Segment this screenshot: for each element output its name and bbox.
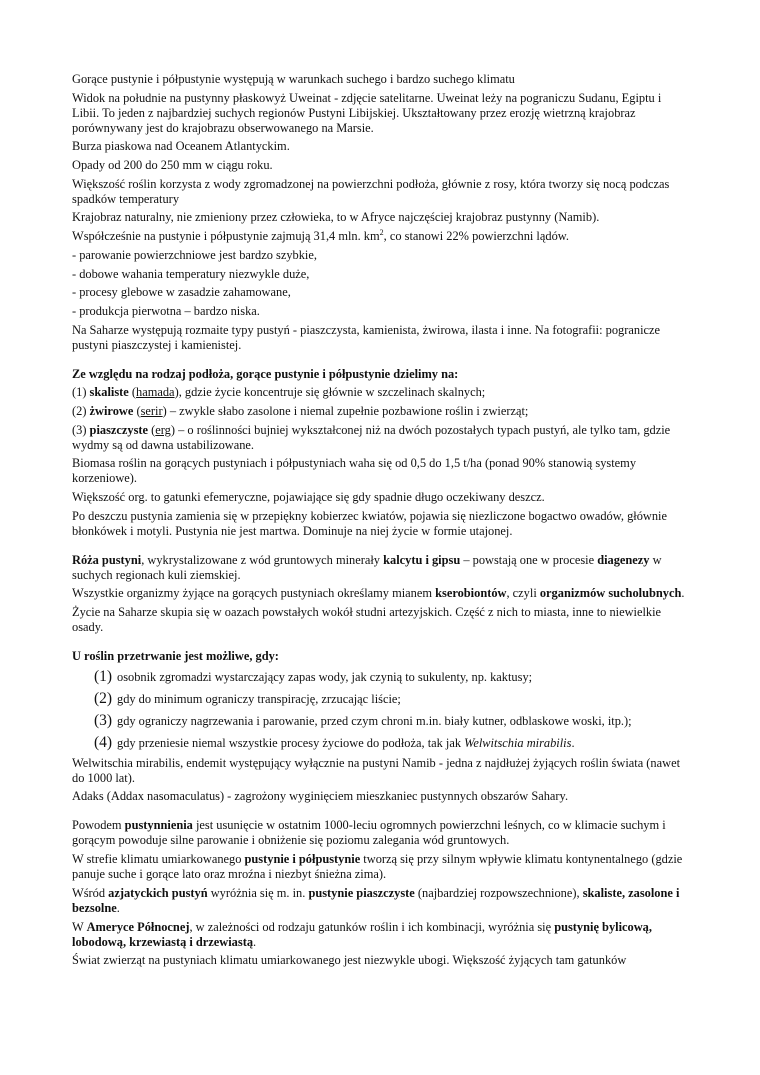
paragraph: Współcześnie na pustynie i półpustynie zajmują 31,4 mln. $km^2$, co stanowi 22% powierzchni lądów. — [72, 228, 570, 244]
list-item: (2) żwirowe (serir) – zwykle słabo zasolone i niemal zupełnie pozbawione roślin i zwierząt; — [72, 403, 529, 418]
paragraph: Większość org. to gatunki efemeryczne, pojawiające się gdy spadnie długo oczekiwany deszcz. — [72, 490, 545, 504]
bullet-item: - dobowe wahania temperatury niezwykle duże, — [72, 266, 310, 281]
paragraph: Wśród azjatyckich pustyń wyróżnia się m. in. pustynie piaszczyste (najbardziej rozpowszechnione), skaliste, zasolone i bezsolne. — [72, 885, 680, 915]
bullet-item: - parowanie powierzchniowe jest bardzo szybkie, — [72, 247, 317, 262]
paragraph: Na Saharze występują rozmaite typy pustyń - piaszczysta, kamienista, żwirowa, ilasta i inne. Na fotografii: pogranicze pustyni piaszczystej i kamienistej. — [72, 322, 661, 352]
paragraph: Welwitschia mirabilis, endemit występujący wyłącznie na pustyni Namib - jedna z najdłużej żyjących roślin świata (nawet do 1000 lat). — [72, 755, 681, 785]
paragraph: Róża pustyni, wykrystalizowane z wód gruntowych minerały kalcytu i gipsu – powstają one w procesie diagenezy w suchych regionach kuli ziemskiej. — [72, 552, 662, 582]
paragraph: W strefie klimatu umiarkowanego pustynie i półpustynie tworzą się przy silnym wpływie klimatu kontynentalnego (gdzie panuje suche i gorące lato oraz mroźna i niezbyt śnieżna zima). — [72, 852, 683, 882]
list-item: (1) skaliste (hamada), gdzie życie koncentruje się głównie w szczelinach skalnych; — [72, 385, 486, 400]
paragraph: Wszystkie organizmy żyjące na gorących pustyniach określamy mianem kserobiontów, czyli organizmów sucholubnych. — [72, 586, 685, 601]
numbered-list — [72, 668, 688, 752]
list-item: (3) gdy ograniczy nagrzewania i parowanie, przed czym chroni m.in. biały kutner, odblaskowe woski, itp.); — [94, 711, 632, 729]
bullet-item: - produkcja pierwotna – bardzo niska. — [72, 303, 260, 318]
paragraph: Większość roślin korzysta z wody zgromadzonej na powierzchni podłoża, głównie z rosy, która tworzy się nocą podczas spadków temperatury — [72, 176, 670, 206]
paragraph: Opady od 200 do 250 mm w ciągu roku. — [72, 158, 273, 173]
paragraph: Biomasa roślin na gorących pustyniach i półpustyniach waha się od 0,5 do 1,5 t/ha (ponad 90% stanowią systemy korzeniowe). — [72, 456, 637, 486]
paragraph: Po deszczu pustynia zamienia się w przepiękny kobierzec kwiatów, pojawia się niezliczone bogactwo owadów, głównie błonkówek i motyli. Pustynia nie jest martwa. Dominuje na niej życie w formie utajonej. — [72, 508, 668, 538]
list-item: (3) piaszczyste (erg) – o roślinności bujniej wykształconej niż na dwóch pozostałych typach pustyń, ale tylko tam, gdzie wydmy są od dawna ustabilizowane. — [72, 422, 671, 452]
list-item: (1) osobnik zgromadzi wystarczający zapas wody, jak czynią to sukulenty, np. kaktusy; — [94, 667, 533, 685]
paragraph: Widok na południe na pustynny płaskowyż Uweinat - zdjęcie satelitarne. Uweinat leży na pograniczu Sudanu, Egiptu i Libii. To jeden z najbardziej suchych regionów Pustyni Libijskiej. Ukształtowany przez erozję wietrzną krajobraz porównywany jest do krajobrazu obserwowanego na Marsie. — [72, 90, 662, 135]
paragraph: Gorące pustynie i półpustynie występują w warunkach suchego i bardzo suchego klimatu — [72, 72, 515, 86]
section-heading: Ze względu na rodzaj podłoża, gorące pustynie i półpustynie dzielimy na: — [72, 366, 459, 381]
section-heading: U roślin przetrwanie jest możliwe, gdy: — [72, 649, 279, 664]
paragraph: Adaks (Addax nasomaculatus) - zagrożony wyginięciem mieszkaniec pustynnych obszarów Sahary. — [72, 789, 569, 804]
list-item: (4) gdy przeniesie niemal wszystkie procesy życiowe do podłoża, tak jak Welwitschia mirabilis. — [94, 733, 575, 751]
paragraph: Burza piaskowa nad Oceanem Atlantyckim. — [72, 139, 290, 154]
paragraph: Powodem pustynnienia jest usunięcie w ostatnim 1000-leciu ogromnych powierzchni leśnych, co w klimacie suchym i gorącym powoduje silne parowanie i obniżenie się poziomu zalegania wód gruntowych. — [72, 818, 666, 848]
paragraph: W Ameryce Północnej, w zależności od rodzaju gatunków roślin i ich kombinacji, wyróżnia się pustynię bylicową, lobodową, krzewiastą i drzewiastą. — [72, 919, 652, 949]
list-item: (2) gdy do minimum ograniczy transpirację, zrzucając liście; — [94, 689, 401, 707]
paragraph: Krajobraz naturalny, nie zmieniony przez człowieka, to w Afryce najczęściej krajobraz pustynny (Namib). — [72, 210, 600, 225]
bullet-item: - procesy glebowe w zasadzie zahamowane, — [72, 285, 291, 300]
paragraph: Życie na Saharze skupia się w oazach powstałych wokół studni artezyjskich. Część z nich to miasta, inne to niewielkie osady. — [72, 605, 662, 635]
paragraph: Świat zwierząt na pustyniach klimatu umiarkowanego jest niezwykle ubogi. Większość żyjących tam gatunków — [72, 953, 627, 968]
document-page — [72, 72, 688, 972]
